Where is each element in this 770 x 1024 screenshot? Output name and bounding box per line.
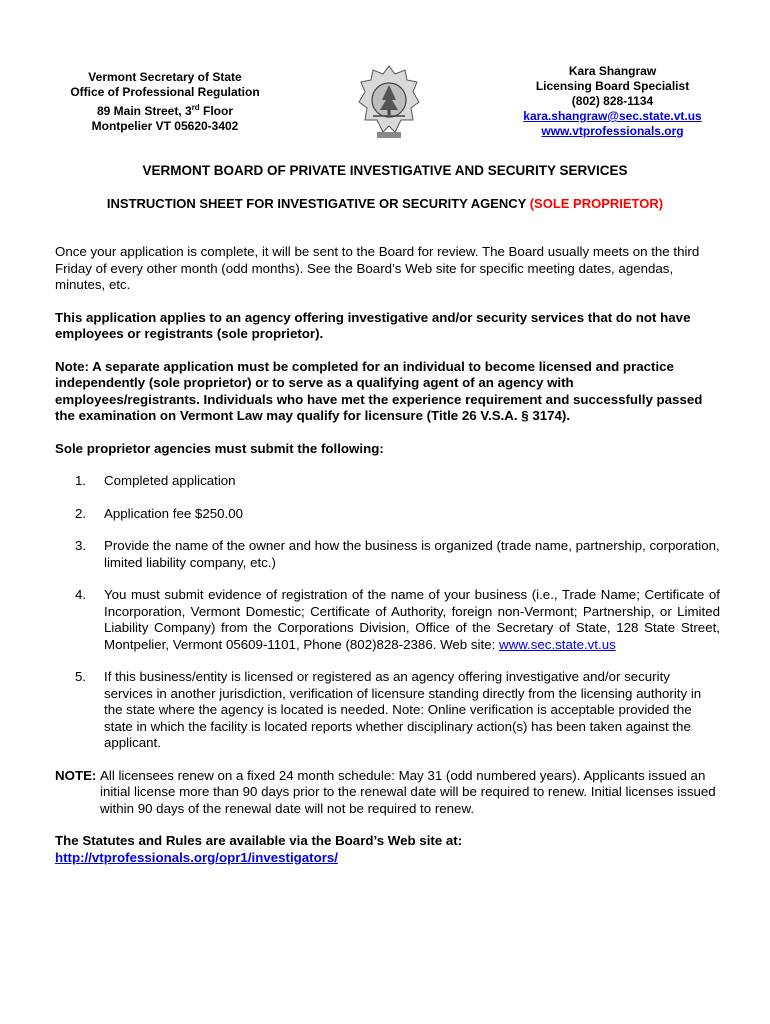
renewal-note: NOTE: All licensees renew on a fixed 24 month schedule: May 31 (odd numbered years). Applicants issued an initial license more than 90 days prior to the renewal date will be required to renew. Initial licenses issued within 90 days of the renewal date will not be required to renew. <box>55 767 716 816</box>
note-paragraph: Note: A separate application must be completed for an individual to become licensed and practice independently (sole proprietor) or to serve as a qualifying agent of an agency with employees/registrants. Individuals who have met the experience requirement and successfully passed the examination on Vermont Law may qualify for licensure (Title 26 V.S.A. § 3174). <box>55 358 703 423</box>
list-item: 1. Completed application <box>75 473 236 488</box>
address-line-3: 89 Main Street, 3rd Floor <box>96 103 234 118</box>
address-line-4: Montpelier VT 05620-3402 <box>91 119 239 133</box>
contact-email-link[interactable]: kara.shangraw@sec.state.vt.us <box>523 109 702 123</box>
contact-phone: (802) 828-1134 <box>571 94 654 108</box>
sec-state-link[interactable]: www.sec.state.vt.us <box>498 636 616 652</box>
contact-name: Kara Shangraw <box>568 64 657 78</box>
submit-heading: Sole proprietor agencies must submit the following: <box>55 440 384 456</box>
intro-paragraph: Once your application is complete, it will be sent to the Board for review. The Board usually meets on the third Friday of every other month (odd months). See the Board’s Web site for specific meeting dates, agendas, minutes, etc. <box>55 244 700 292</box>
instruction-title: INSTRUCTION SHEET FOR INVESTIGATIVE OR SECURITY AGENCY (SOLE PROPRIETOR) <box>106 196 664 211</box>
list-item: 4. You must submit evidence of registration of the name of your business (i.e., Trade Name; Certificate of Incorporation, Vermont Domestic; Certificate of Authority, foreign non-Vermont; Partnership, or Limited Liability Company) from the Corporations Division, Office of the Secretary of State, 128 State Street, Montpelier, Vermont 05609-1101, Phone (802)828-2386. Web site: www.sec.state.vt.us <box>75 587 720 652</box>
vermont-seal-icon <box>355 60 423 142</box>
website-link[interactable]: www.vtprofessionals.org <box>541 124 684 138</box>
agency-address <box>55 70 275 134</box>
applies-paragraph: This application applies to an agency offering investigative and/or security services that do not have employees or registrants (sole proprietor). <box>55 309 691 341</box>
board-title: VERMONT BOARD OF PRIVATE INVESTIGATIVE AND SECURITY SERVICES <box>142 163 628 178</box>
requirements-list <box>55 473 720 752</box>
contact-title: Licensing Board Specialist <box>535 79 690 93</box>
statutes-text: The Statutes and Rules are available via the Board’s Web site at: <box>55 833 463 848</box>
list-item: 3. Provide the name of the owner and how the business is organized (trade name, partnership, corporation, limited liability company, etc.) <box>75 538 720 570</box>
list-item: 5. If this business/entity is licensed or registered as an agency offering investigative and/or security services in another jurisdiction, verification of licensure standing directly from the licensing authority in the state where the agency is located is needed. Note: Online verification is acceptable provided the state in which the facility is located reports whether disciplinary action(s) has been taken against the applicant. <box>75 669 702 750</box>
list-item: 2. Application fee $250.00 <box>75 505 243 521</box>
sole-proprietor-label: (SOLE PROPRIETOR) <box>529 196 664 211</box>
contact-block <box>510 64 715 139</box>
address-line-2: Office of Professional Regulation <box>70 85 260 99</box>
statutes-link[interactable]: http://vtprofessionals.org/opr1/investigators/ <box>55 849 338 865</box>
instructions-body <box>55 244 720 866</box>
address-line-1: Vermont Secretary of State <box>88 70 242 84</box>
